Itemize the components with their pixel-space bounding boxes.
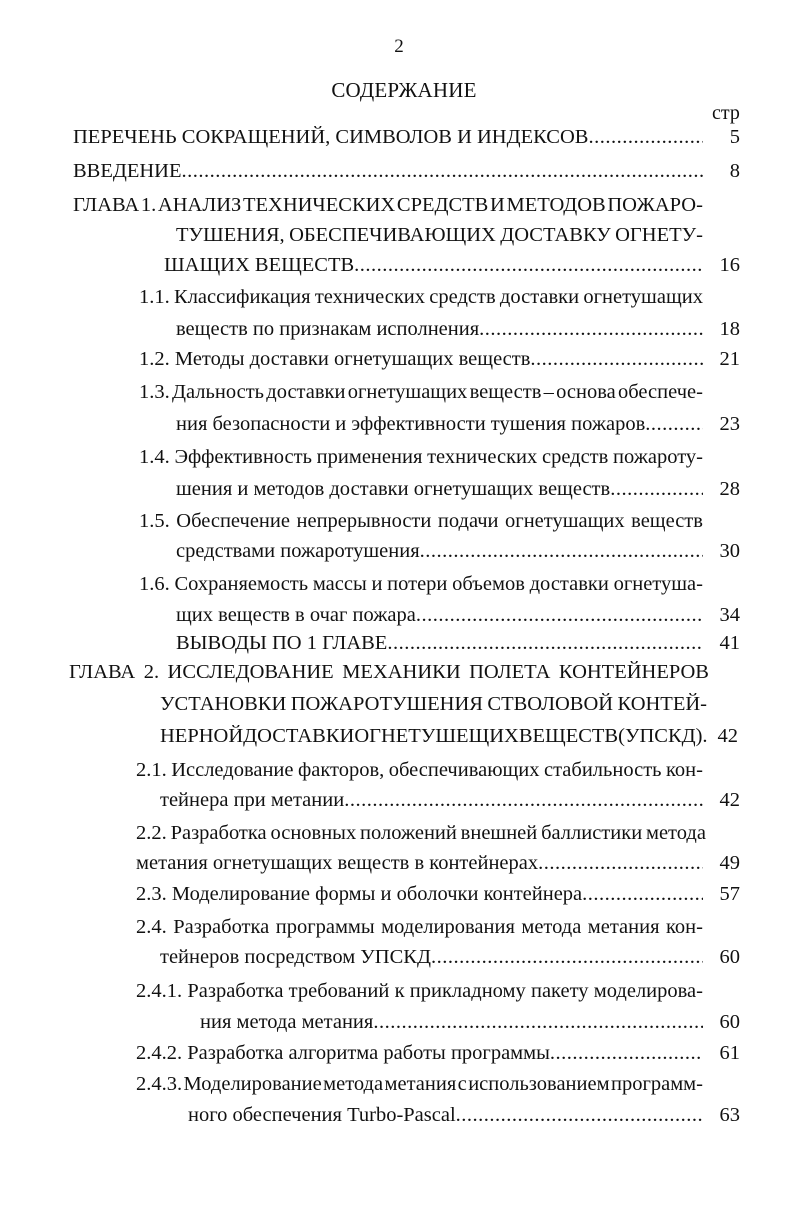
toc-page-ref: 57: [719, 883, 740, 905]
toc-page-ref: 61: [719, 1042, 740, 1064]
toc-entry: тейнеров посредством УПСКД .....: [160, 946, 703, 976]
toc-entry-line: 2.2. Разработка основных положений внешней баллистики метода: [136, 822, 706, 844]
page-column-header: стр: [712, 102, 740, 124]
toc-entry-line: НЕРНОЙ ДОСТАВКИ ОГНЕТУШЕЩИХ ВЕЩЕСТВ (УПСКД).: [160, 725, 708, 747]
toc-entry-line: 1.5. Обеспечение непрерывности подачи огнетушащих веществ: [139, 510, 703, 532]
toc-entry-line: 1.1. Классификация технических средств доставки огнетушащих: [139, 286, 703, 308]
toc-entry: тейнера при метании .....: [160, 789, 703, 819]
toc-entry-line: 2.4. Разработка программы моделирования метода метания кон-: [136, 916, 703, 938]
toc-entry-line: 1.4. Эффективность применения технических средств пожароту-: [139, 446, 703, 468]
toc-page-ref: 5: [729, 126, 740, 148]
toc-entry: ния метода метания .....: [200, 1011, 703, 1041]
toc-page-ref: 63: [719, 1104, 740, 1126]
toc-entry-line: 2.4.3. Моделирование метода метания с использованием программ-: [136, 1073, 703, 1095]
page-number: 2: [394, 36, 404, 57]
toc-entry-line: 1.6. Сохраняемость массы и потери объемов доставки огнетуша-: [139, 573, 703, 595]
toc-entry: ПЕРЕЧЕНЬ СОКРАЩЕНИЙ, СИМВОЛОВ И ИНДЕКСОВ .....: [73, 126, 703, 156]
toc-entry: шения и методов доставки огнетушащих веществ .....: [176, 478, 703, 508]
toc-entry: 2.3. Моделирование формы и оболочки контейнера .....: [136, 883, 703, 913]
toc-entry: средствами пожаротушения .....: [176, 540, 703, 570]
toc-page-ref: 41: [719, 632, 740, 654]
toc-entry-line: 1.3. Дальность доставки огнетушащих веществ – основа обеспече-: [139, 381, 703, 403]
page-title: СОДЕРЖАНИЕ: [331, 78, 477, 102]
toc-page-ref: 42: [717, 725, 738, 747]
toc-entry-line: ГЛАВА 2. ИССЛЕДОВАНИЕ МЕХАНИКИ ПОЛЕТА КОНТЕЙНЕРОВ: [69, 661, 709, 683]
toc-page-ref: 60: [719, 946, 740, 968]
toc-entry: ВЫВОДЫ ПО 1 ГЛАВЕ .....: [176, 632, 703, 662]
toc-page-ref: 49: [719, 852, 740, 874]
toc-page-ref: 23: [719, 413, 740, 435]
toc-entry: ния безопасности и эффективности тушения пожаров .....: [176, 413, 703, 443]
toc-entry: 1.2. Методы доставки огнетушащих веществ .....: [139, 348, 703, 378]
toc-entry: метания огнетушащих веществ в контейнерах .....: [136, 852, 703, 882]
toc-entry: ВВЕДЕНИЕ .....: [73, 160, 703, 190]
toc-entry: 2.4.2. Разработка алгоритма работы программы .....: [136, 1042, 703, 1072]
toc-page-ref: 18: [719, 318, 740, 340]
toc-entry: ШАЩИХ ВЕЩЕСТВ .....: [164, 254, 704, 284]
toc-page-ref: 16: [719, 254, 740, 276]
toc-page-ref: 34: [719, 604, 740, 626]
toc-entry: веществ по признакам исполнения .....: [176, 318, 703, 348]
toc-page-ref: 60: [719, 1011, 740, 1033]
toc-entry-line: УСТАНОВКИ ПОЖАРОТУШЕНИЯ СТВОЛОВОЙ КОНТЕЙ-: [160, 693, 707, 715]
toc-page-ref: 30: [719, 540, 740, 562]
toc-page-ref: 8: [729, 160, 740, 182]
toc-entry-line: 2.1. Исследование факторов, обеспечивающих стабильность кон-: [136, 759, 703, 781]
toc-entry: щих веществ в очаг пожара .....: [176, 604, 703, 634]
toc-page-ref: 28: [719, 478, 740, 500]
toc-entry-line: ГЛАВА 1. АНАЛИЗ ТЕХНИЧЕСКИХ СРЕДСТВ И МЕТОДОВ ПОЖАРО-: [73, 194, 703, 216]
toc-entry-line: ТУШЕНИЯ, ОБЕСПЕЧИВАЮЩИХ ДОСТАВКУ ОГНЕТУ-: [176, 224, 703, 246]
toc-page-ref: 42: [719, 789, 740, 811]
toc-entry: ного обеспечения Turbo-Pascal .....: [188, 1104, 703, 1134]
toc-page-ref: 21: [719, 348, 740, 370]
toc-entry-line: 2.4.1. Разработка требований к прикладному пакету моделирова-: [136, 980, 703, 1002]
